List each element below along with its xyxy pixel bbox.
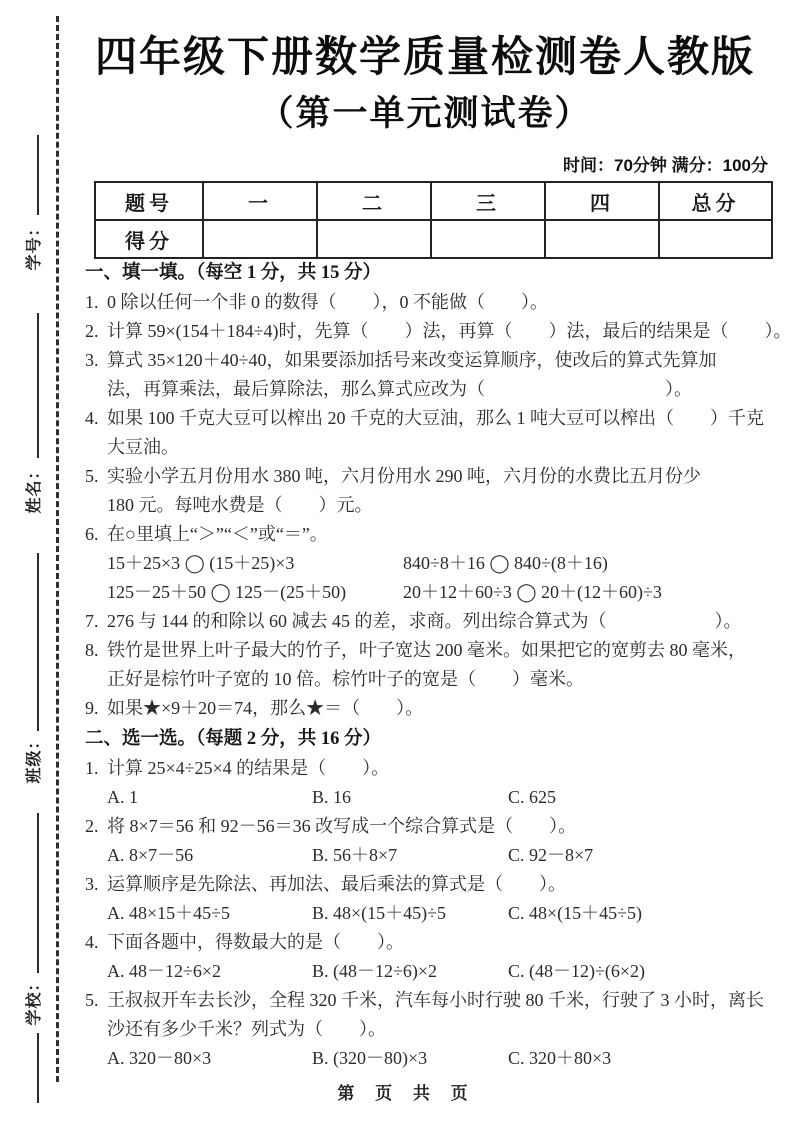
score-table-score-row [95, 220, 772, 258]
question-text: 铁竹是世界上叶子最大的竹子，叶子宽达 200 毫米。如果把它的宽剪去 80 毫米， [107, 640, 746, 660]
score-header-cell: 一 [203, 182, 317, 220]
question-number: 1. [85, 758, 99, 778]
page-subtitle: （第一单元测试卷） [258, 94, 592, 133]
option-b: B. 48×(15＋45)÷5 [312, 903, 447, 923]
question-number: 3. [85, 874, 99, 894]
option-a: A. 1 [107, 787, 138, 807]
page-footer: 第 页 共 页 [337, 1084, 473, 1103]
fill-question-9 [85, 694, 777, 723]
options-row [107, 899, 777, 928]
question-number: 5. [85, 990, 99, 1010]
score-header-cell: 二 [317, 182, 431, 220]
question-number: 1. [85, 292, 99, 312]
fill-question-7 [85, 607, 777, 636]
score-header-cell: 四 [545, 182, 659, 220]
score-blank-cell [545, 220, 659, 258]
question-text: 276 与 144 的和除以 60 减去 45 的差，求商。列出综合算式为（ ）。 [107, 611, 742, 631]
option-c: C. 625 [508, 787, 557, 807]
question-number: 8. [85, 640, 99, 660]
question-text: 法，再算乘法，最后算除法，那么算式应改为（ ）。 [107, 379, 692, 399]
compare-expression: 840÷8＋16 ◯ 840÷(8＋16) [403, 553, 608, 573]
question-number: 2. [85, 816, 99, 836]
exam-time-score-info: 时间：70分钟 满分：100分 [563, 156, 768, 175]
question-number: 3. [85, 350, 99, 370]
margin-line-segment [37, 813, 39, 973]
margin-line-segment [37, 135, 39, 215]
question-number: 4. [85, 408, 99, 428]
choice-question-5 [85, 986, 777, 1073]
page-title: 四年级下册数学质量检测卷人教版 [94, 33, 755, 80]
choice-question-4 [85, 928, 777, 986]
compare-expression: 20＋12＋60÷3 ◯ 20＋(12＋60)÷3 [403, 582, 662, 602]
question-text: 大豆油。 [107, 437, 179, 457]
options-row [107, 1044, 777, 1073]
section-points-note: （每题 2 分，共 16 分） [196, 729, 382, 749]
fill-question-1 [85, 288, 777, 317]
question-number: 6. [85, 524, 99, 544]
option-a: A. 48×15＋45÷5 [107, 903, 231, 923]
option-a: A. 48－12÷6×2 [107, 961, 222, 981]
question-number: 5. [85, 466, 99, 486]
score-blank-cell [659, 220, 772, 258]
question-number: 2. [85, 321, 99, 341]
compare-row-2 [85, 578, 777, 607]
question-text: 180 元。每吨水费是（ ）元。 [107, 495, 373, 515]
margin-line-segment [37, 553, 39, 731]
options-row [107, 783, 777, 812]
question-text: 如果 100 千克大豆可以榨出 20 千克的大豆油，那么 1 吨大豆可以榨出（ ）千克 [107, 408, 764, 428]
question-text: 0 除以任何一个非 0 的数得（ ），0 不能做（ ）。 [107, 292, 548, 312]
fill-question-6 [85, 520, 777, 549]
question-text: 算式 35×120＋40÷40，如果要添加括号来改变运算顺序，使改后的算式先算加 [107, 350, 717, 370]
option-c: C. 320＋80×3 [508, 1048, 612, 1068]
fill-question-5 [85, 462, 777, 520]
question-text: 王叔叔开车去长沙，全程 320 千米，汽车每小时行驶 80 千米，行驶了 3 小时，离长 [107, 990, 764, 1010]
fill-question-8 [85, 636, 777, 694]
section-points-note: （每空 1 分，共 15 分） [196, 263, 382, 283]
section-heading-choice [85, 723, 777, 754]
question-number: 4. [85, 932, 99, 952]
options-row [107, 841, 777, 870]
score-blank-cell [431, 220, 545, 258]
option-c: C. 92－8×7 [508, 845, 594, 865]
compare-expression: 15＋25×3 ◯ (15＋25)×3 [107, 553, 295, 573]
choice-question-3 [85, 870, 777, 928]
question-number: 7. [85, 611, 99, 631]
option-c: C. (48－12)÷(6×2) [508, 961, 646, 981]
fill-question-4 [85, 404, 777, 462]
option-b: B. 56＋8×7 [312, 845, 398, 865]
fill-question-2 [85, 317, 792, 346]
margin-label-name: 姓名： [26, 462, 43, 514]
question-text: 计算 25×4÷25×4 的结果是（ ）。 [107, 758, 390, 778]
score-header-cell: 三 [431, 182, 545, 220]
question-text: 在○里填上“＞”“＜”或“＝”。 [107, 524, 328, 544]
option-c: C. 48×(15＋45÷5) [508, 903, 643, 923]
score-header-cell: 总分 [659, 182, 772, 220]
choice-question-1 [85, 754, 777, 812]
question-text: 下面各题中，得数最大的是（ ）。 [107, 932, 404, 952]
compare-expression: 125－25＋50 ◯ 125－(25＋50) [107, 582, 347, 602]
section-label: 一、填一填。 [85, 261, 197, 282]
choice-question-2 [85, 812, 777, 870]
options-row [107, 957, 777, 986]
score-blank-cell [317, 220, 431, 258]
option-b: B. (320－80)×3 [312, 1048, 428, 1068]
option-a: A. 8×7－56 [107, 845, 194, 865]
margin-line-segment [37, 313, 39, 458]
question-text: 计算 59×(154＋184÷4)时，先算（ ）法，再算（ ）法，最后的结果是（ ）。 [107, 321, 792, 341]
option-a: A. 320－80×3 [107, 1048, 212, 1068]
margin-label-school: 学校： [26, 974, 43, 1026]
question-text: 沙还有多少千米？列式为（ ）。 [107, 1019, 386, 1039]
margin-label-student-id: 学号： [26, 219, 43, 271]
question-text: 将 8×7＝56 和 92－56＝36 改写成一个综合算式是（ ）。 [107, 816, 577, 836]
option-b: B. 16 [312, 787, 352, 807]
question-number: 9. [85, 698, 99, 718]
score-table [94, 181, 773, 259]
fill-question-3 [85, 346, 777, 404]
score-row-label: 得分 [95, 220, 203, 258]
section-heading-fill [85, 257, 777, 288]
section-label: 二、选一选。 [85, 727, 197, 748]
question-text: 正好是棕竹叶子宽的 10 倍。棕竹叶子的宽是（ ）毫米。 [107, 669, 584, 689]
question-text: 如果★×9＋20＝74，那么★＝（ ）。 [107, 698, 424, 718]
exam-body [85, 257, 792, 1073]
question-text: 实验小学五月份用水 380 吨，六月份用水 290 吨，六月份的水费比五月份少 [107, 466, 701, 486]
option-b: B. (48－12÷6)×2 [312, 961, 438, 981]
margin-label-class: 班级： [26, 732, 43, 784]
score-blank-cell [203, 220, 317, 258]
margin-line-segment [37, 1033, 39, 1103]
score-header-cell: 题号 [95, 182, 203, 220]
compare-row-1 [85, 549, 777, 578]
fold-dashed-line [56, 16, 59, 1082]
question-text: 运算顺序是先除法、再加法、最后乘法的算式是（ ）。 [107, 874, 566, 894]
score-table-header-row [95, 182, 772, 220]
